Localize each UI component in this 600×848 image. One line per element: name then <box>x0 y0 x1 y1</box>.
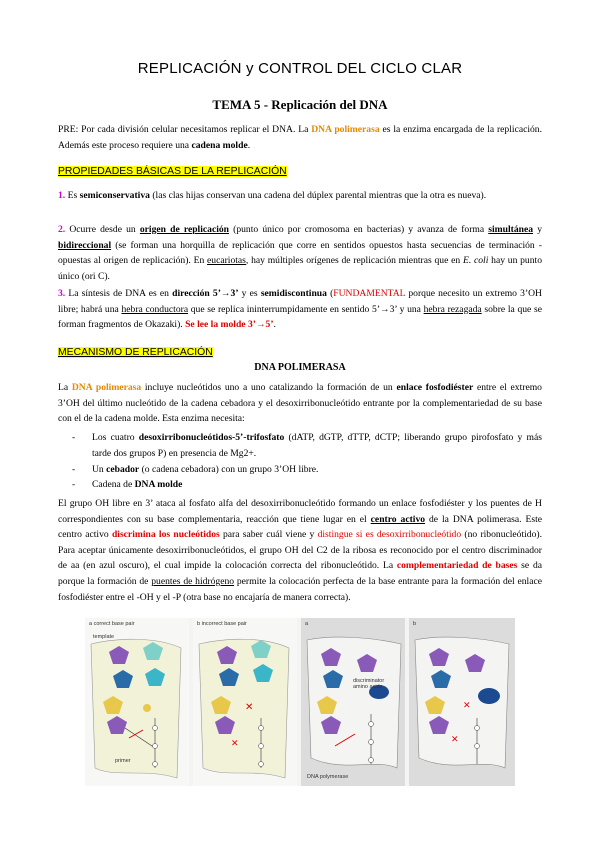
figure-panel-label: b <box>413 621 417 627</box>
section-heading-properties: PROPIEDADES BÁSICAS DE LA REPLICACIÓN <box>58 166 287 177</box>
list-item: - Cadena de DNA molde <box>72 479 183 490</box>
mechanism-paragraph: El grupo OH libre en 3’ ataca al fosfato alfa del desoxirribonucleótido formando un enlace fosfodiéster y los puentes de H correspondientes con su base complementaria, reacción que tiene lugar en el centro activo de la DNA polimerasa. Este centro activo discrimina los nucleótidos para saber cuál viene y distingue si es desoxirribonucleótido (no ribonucleótido). Para aceptar únicamente desoxirribonucleótidos, el grupo OH del C2 de la ribosa es reconocido por el centro discriminador de aa (en azul oscuro), el cual impide la colocación correcta del ribonucleótido. La complementariedad de bases se da porque la formación de puentes de hidrógeno permite la colocación perfecta de la base entrante para la formación del enlace fosfodiéster entre el -OH y el -P (otra base no encajaría de manera correcta). <box>58 498 543 603</box>
document-title: REPLICACIÓN y CONTROL DEL CICLO CLAR <box>137 60 463 77</box>
svg-text:✕: ✕ <box>451 734 459 744</box>
figure-primer-label: primer <box>115 758 131 764</box>
pre-paragraph: PRE: Por cada división celular necesitamos replicar el DNA. La DNA polimerasa es la enzima encargada de la replicación. Además este proceso requiere una cadena molde. <box>58 124 542 151</box>
figure-panel-label: a <box>305 621 309 627</box>
figure-discriminator-label: discriminator amino acids <box>353 678 385 690</box>
subheading-dna-polymerase: DNA POLIMERASA <box>254 362 346 373</box>
polymerase-paragraph: La DNA polimerasa incluye nucleótidos uno a uno catalizando la formación de un enlace fosfodiéster entre el extremo 3’OH del último nucleótido de la cadena cebadora y el desoxirribonucleótido entrante por la complementariedad de su base con el de la cadena molde. Esta enzima necesita: <box>58 382 542 425</box>
property-1: 1. Es semiconservativa (las clas hijas conservan una cadena del dúplex parental mientras que la otra es nueva). <box>58 190 487 201</box>
property-2: 2. Ocurre desde un origen de replicación (punto único por cromosoma en bacterias) y avanza de forma simultánea y bidireccional (se forman una horquilla de replicación que corre en sentidos opuestos hasta secuencias de terminación - opuestas al origen de replicación). En eucariotas, hay múltiples orígenes de replicación mientras que en E. coli hay un punto único (ori C). <box>58 224 542 282</box>
property-3: 3. La síntesis de DNA es en dirección 5’→3’ y es semidiscontinua (FUNDAMENTAL porque necesito un extremo 3’OH libre; habrá una hebra conductora que se replica ininterrumpidamente en sentido 5’→3’ y una hebra rezagada sobre la que se forman fragmentos de Okazaki). Se lee la molde 3’→5’. <box>58 288 542 331</box>
list-item: - Los cuatro desoxirribonucleótidos-5’-trifosfato (dATP, dGTP, dTTP, dCTP; liberando grupo pirofosfato y más tarde dos grupos P) en presencia de Mg2+. <box>72 432 542 459</box>
section-heading-mechanism: MECANISMO DE REPLICACIÓN <box>58 347 213 358</box>
figure-caption: DNA polymerase <box>307 774 349 780</box>
svg-text:✕: ✕ <box>231 738 239 748</box>
figure-panel-label: a correct base pair <box>89 621 135 627</box>
svg-text:✕: ✕ <box>245 702 254 713</box>
document-subtitle: TEMA 5 - Replicación del DNA <box>212 97 388 112</box>
figure-illustration <box>85 618 515 786</box>
dna-polymerase-figure <box>85 618 515 786</box>
figure-panel-label: b incorrect base pair <box>197 621 247 627</box>
list-item: - Un cebador (o cadena cebadora) con un grupo 3’OH libre. <box>72 464 319 475</box>
svg-text:✕: ✕ <box>463 700 471 710</box>
figure-template-label: template <box>93 634 115 640</box>
